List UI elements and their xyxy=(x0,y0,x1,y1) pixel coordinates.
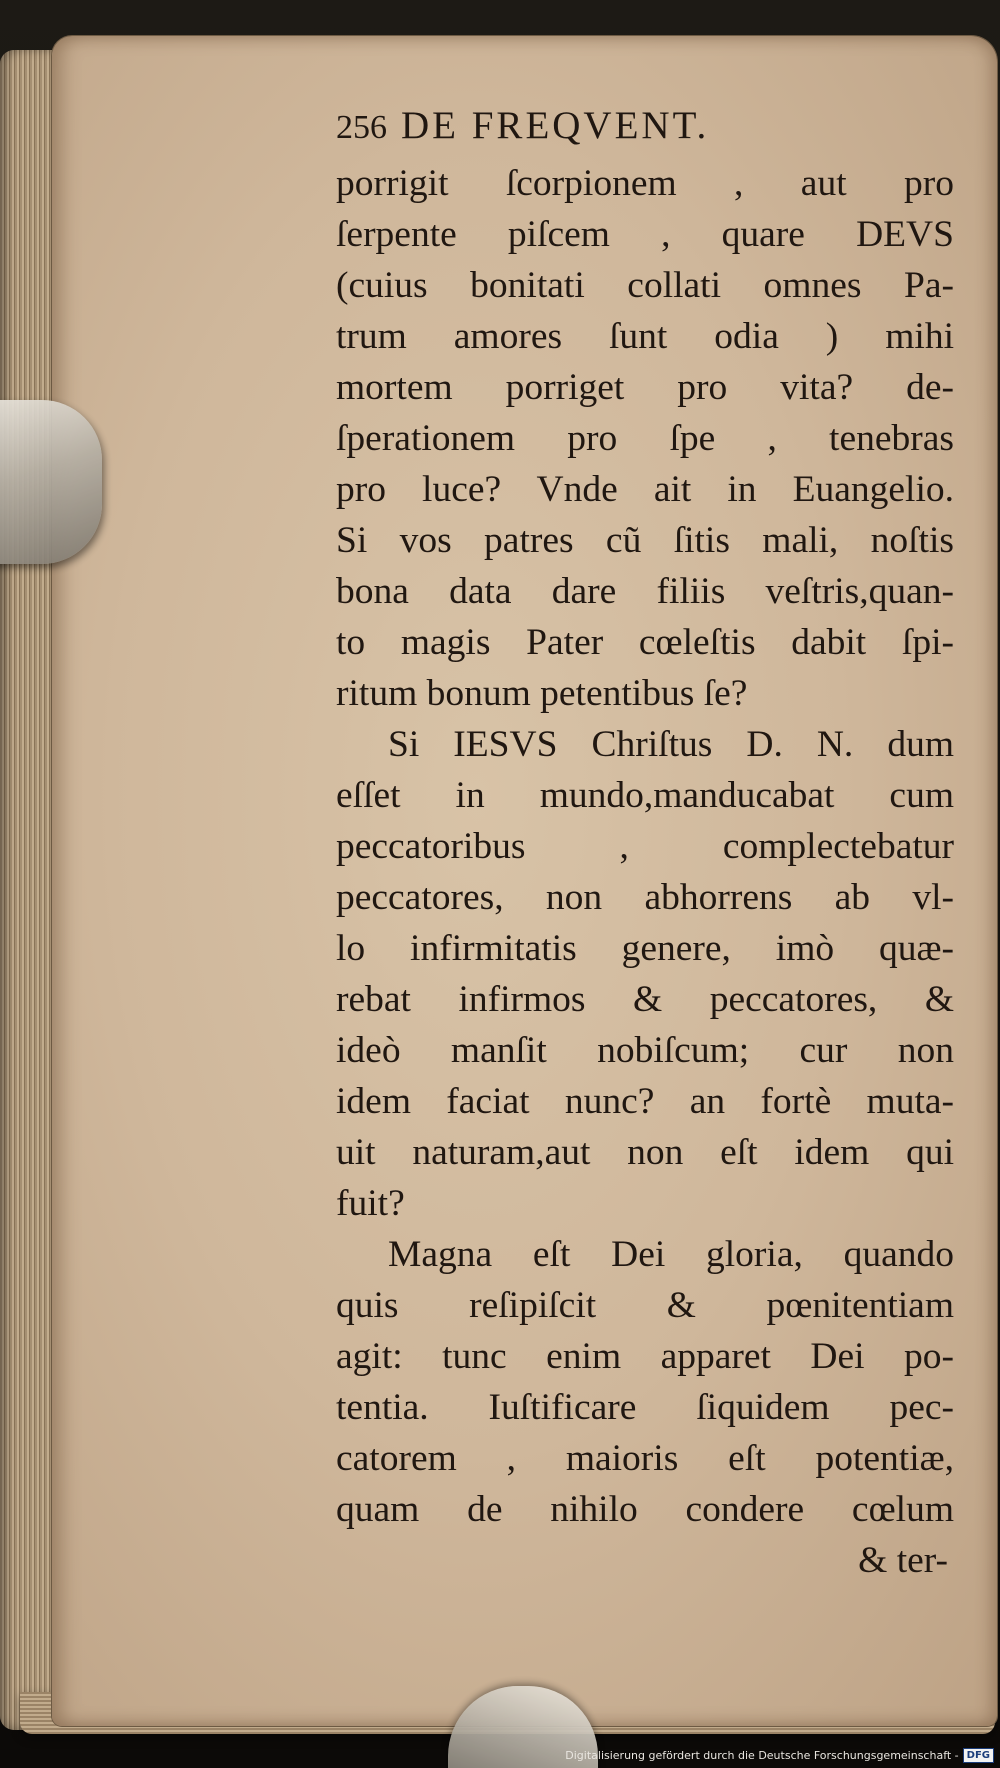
text-line: rebat infirmos & peccatores, & xyxy=(336,979,954,1020)
text-line: agit: tunc enim apparet Dei po- xyxy=(336,1336,954,1377)
text-line: porrigit ſcorpionem , aut pro xyxy=(336,163,954,204)
text-line: eſſet in mundo,manducabat cum xyxy=(336,775,954,816)
text-line: idem faciat nunc? an fortè muta- xyxy=(336,1081,954,1122)
text-line: tentia. Iuſtificare ſiquidem pec- xyxy=(336,1387,954,1428)
text-line: trum amores ſunt odia ) mihi xyxy=(336,316,954,357)
text-line: catorem , maioris eſt potentiæ, xyxy=(336,1438,954,1479)
text-line: quam de nihilo condere cœlum xyxy=(336,1489,954,1530)
digitization-credit xyxy=(565,1746,994,1764)
page-clip-left xyxy=(0,400,102,564)
page-number: 256 xyxy=(336,109,387,146)
text-line: fuit? xyxy=(336,1183,405,1224)
running-header xyxy=(336,100,954,154)
text-line: mortem porriget pro vita? de- xyxy=(336,367,954,408)
text-line: peccatores, non abhorrens ab vl- xyxy=(336,877,954,918)
text-line: Si vos patres cũ ſitis mali, noſtis xyxy=(336,520,954,561)
dfg-logo: DFG xyxy=(963,1748,994,1763)
running-title: DE FREQVENT. xyxy=(401,104,710,147)
text-line: uit naturam,aut non eſt idem qui xyxy=(336,1132,954,1173)
text-line: ſperationem pro ſpe , tenebras xyxy=(336,418,954,459)
text-line: quis reſipiſcit & pœnitentiam xyxy=(336,1285,954,1326)
paragraph-start: Magna eſt Dei gloria, quando xyxy=(388,1234,954,1275)
credit-text: Digitalisierung gefördert durch die Deutsche Forschungsgemeinschaft - xyxy=(565,1748,959,1762)
text-line: peccatoribus , complectebatur xyxy=(336,826,954,867)
text-line: ritum bonum petentibus ſe? xyxy=(336,673,748,714)
text-line: ideò manſit nobiſcum; cur non xyxy=(336,1030,954,1071)
text-block xyxy=(336,100,954,1586)
text-line: to magis Pater cœleſtis dabit ſpi- xyxy=(336,622,954,663)
catchword: & ter- xyxy=(858,1540,948,1581)
text-line: lo infirmitatis genere, imò quæ- xyxy=(336,928,954,969)
paragraph-start: Si IESVS Chriſtus D. N. dum xyxy=(388,724,954,765)
text-line: bona data dare filiis veſtris,quan- xyxy=(336,571,954,612)
text-line: pro luce? Vnde ait in Euangelio. xyxy=(336,469,954,510)
text-line: (cuius bonitati collati omnes Pa- xyxy=(336,265,954,306)
text-line: ſerpente piſcem , quare DEVS xyxy=(336,214,954,255)
